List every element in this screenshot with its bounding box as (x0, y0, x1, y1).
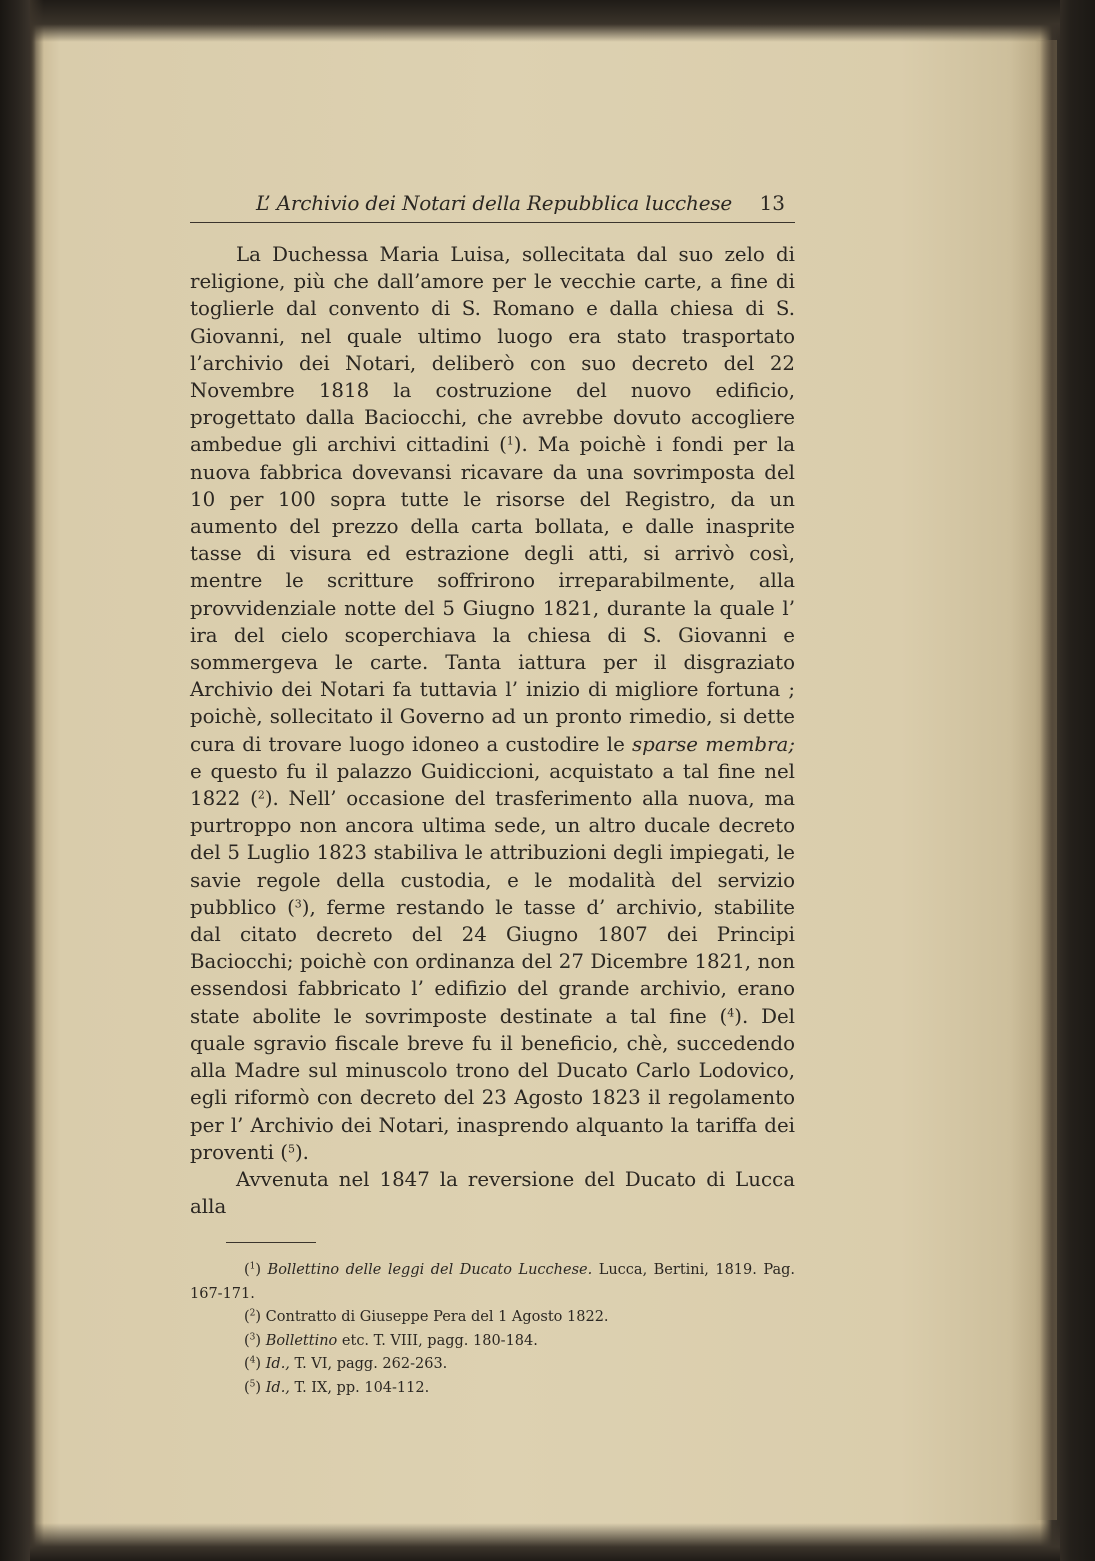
paragraph-2: Avvenuta nel 1847 la reversione del Ducato di Lucca alla (190, 1167, 795, 1219)
footnote-ref-5: 5 (287, 1142, 295, 1156)
page-edge-shadow (1035, 40, 1057, 1520)
page-number: 13 (759, 191, 785, 215)
footnote-3-text: etc. T. VIII, pagg. 180-184. (337, 1332, 538, 1349)
running-head (190, 186, 795, 220)
footnote-rule (226, 1242, 316, 1243)
page-top-shadow (30, 0, 1060, 42)
page-gutter-shadow (30, 0, 44, 1561)
paragraph-1-text-6: ). Del quale sgravio fiscale breve fu il beneficio, chè, succedendo alla Madre sul minuscolo trono del Ducato Carlo Lodovico, egli riformò con decreto del 23 Agosto 1823 il regolamento per l’ Archivio dei Notari, inasprendo alquanto la tariffa dei proventi ( (190, 1004, 796, 1164)
footnote-ref-2: 2 (257, 788, 265, 802)
paragraph-1-text-2: ). Ma poichè i fondi per la nuova fabbrica dovevansi ricavare da una sovrimposta del 10 per 100 sopra tutte le risorse del Registro, da un aumento del prezzo della carta bollata, e dalle inasprite tasse di visura ed estrazione degli atti, si arrivò così, mentre le scritture soffrirono irreparabilmente, alla provvidenziale notte del 5 Giugno 1821, durante la quale l’ ira del cielo scoperchiava la chiesa di S. Giovanni e sommergeva le carte. Tanta iattura per il disgraziato Archivio dei Notari fa tuttavia l’ inizio di migliore fortuna ; poichè, sollecitato il Governo ad un pronto rimedio, si dette cura di trovare luogo idoneo a custodire le (190, 433, 796, 756)
footnote-5-number: 5 (249, 1379, 256, 1390)
footnote-5: ($^5$) Id., T. IX, pp. 104-112. (244, 1379, 430, 1396)
footnote-3: ($^3$) Bollettino etc. T. VIII, pagg. 180-184. (244, 1332, 538, 1349)
footnote-4: ($^4$) Id., T. VI, pagg. 262-263. (244, 1355, 448, 1373)
paragraph-1-text-4: ). Nell’ occasione del trasferimento alla nuova, ma purtroppo non ancora ultima sede, un altro ducale decreto del 5 Luglio 1823 stabiliva le attribuzioni degli impiegati, le savie regole della custodia, e le modalità del servizio pubblico ( (190, 787, 795, 919)
page-bottom-shadow (30, 1523, 1060, 1561)
paragraph-1-text-5: ), ferme restando le tasse d’ archivio, stabilite dal citato decreto del 24 Giugno 1807 dei Principi Baciocchi; poichè con ordinanza del 27 Dicembre 1821, non essendosi fabbricato l’ edifizio del grande archivio, erano state abolite le sovrimposte destinate a tal fine ( (190, 895, 796, 1028)
paragraph-1 (190, 241, 795, 1166)
footnote-4-italic: Id., (265, 1356, 290, 1373)
footnote-2-text: Contratto di Giuseppe Pera del 1 Agosto 1822. (261, 1309, 609, 1326)
footnote-2: ($^2$) Contratto di Giuseppe Pera del 1 Agosto 1822. (244, 1308, 609, 1326)
paragraph-1-text-7: ). (294, 1140, 309, 1164)
paragraph-1-italic-phrase: sparse membra; (632, 732, 795, 756)
header-rule (190, 222, 795, 223)
footnote-1-number: 1 (249, 1261, 256, 1272)
paragraph-1-text-3: e questo fu il palazzo Guidiccioni, acquistato a tal fine nel 1822 ( (190, 759, 795, 811)
text-block (190, 186, 795, 1400)
footnote-5-text: T. IX, pp. 104-112. (289, 1379, 430, 1396)
running-title: L’ Archivio dei Notari della Repubblica lucchese (256, 191, 733, 215)
footnote-5-italic: Id., (265, 1379, 290, 1396)
footnote-ref-4: 4 (727, 1006, 735, 1020)
footnote-1-text: Lucca, Bertini, 1819. Pag. 167-171. (190, 1262, 795, 1302)
footnotes (190, 1259, 795, 1400)
footnote-3-number: 3 (249, 1332, 256, 1343)
footnote-1: ($^1$) Bollettino delle leggi del Ducato Lucchese. Lucca, Bertini, 1819. Pag. 167-171. (190, 1261, 795, 1302)
footnote-ref-3: 3 (294, 897, 302, 911)
paragraph-1-text-1: La Duchessa Maria Luisa, sollecitata dal suo zelo di religione, più che dall’amore per le vecchie carte, a fine di toglierle dal convento di S. Romano e dalla chiesa di S. Giovanni, nel quale ultimo luogo era stato trasportato l’archivio dei Notari, deliberò con suo decreto del 22 Novembre 1818 la costruzione del nuovo edificio, progettato dalla Baciocchi, che avrebbe dovuto accogliere ambedue gli archivi cittadini ( (190, 243, 795, 457)
body-text (190, 241, 795, 1220)
footnote-4-number: 4 (249, 1355, 256, 1366)
footnote-3-italic: Bollettino (265, 1332, 338, 1349)
footnote-ref-1: 1 (506, 434, 514, 448)
footnote-1-italic: Bollettino delle leggi del Ducato Lucchese. (267, 1262, 593, 1279)
footnote-4-text: T. VI, pagg. 262-263. (289, 1356, 448, 1373)
footnote-2-number: 2 (249, 1308, 256, 1319)
